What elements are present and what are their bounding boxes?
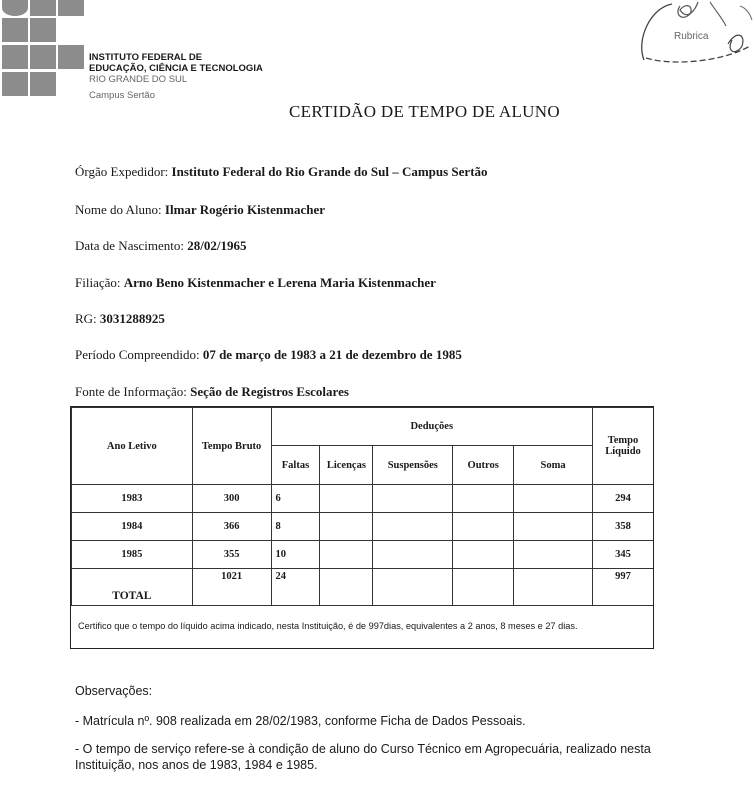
field-nascimento (75, 238, 247, 254)
field-value: 3031288925 (99, 311, 165, 326)
cell-bruto: 366 (192, 513, 271, 541)
field-fonte (75, 384, 349, 400)
cell-total-faltas: 24 (271, 569, 320, 606)
header-soma: Soma (514, 446, 593, 485)
observations-heading: Observações: (75, 684, 153, 698)
cell-faltas: 6 (271, 485, 320, 513)
header-tempo-liquido: Tempo Líquido (593, 408, 653, 485)
field-value: Arno Beno Kistenmacher e Lerena Maria Kistenmacher (123, 275, 436, 290)
field-nome (75, 202, 325, 218)
document-title: CERTIDÃO DE TEMPO DE ALUNO (289, 102, 560, 121)
observation-item: - Matrícula nº. 908 realizada em 28/02/1983, conforme Ficha de Dados Pessoais. (75, 714, 526, 728)
field-value: 28/02/1965 (187, 238, 247, 253)
cell-liquido: 345 (593, 541, 653, 569)
cell-liquido: 358 (593, 513, 653, 541)
field-value: Instituto Federal do Rio Grande do Sul – Campus Sertão (171, 164, 488, 179)
field-label: Data de Nascimento: (75, 238, 188, 253)
field-value: Ilmar Rogério Kistenmacher (164, 202, 325, 217)
header-deducoes: Deduções (271, 408, 593, 446)
header-licencas: Licenças (320, 446, 373, 485)
cell-total-label: TOTAL (72, 569, 193, 606)
institution-name (89, 52, 263, 101)
cell-liquido: 294 (593, 485, 653, 513)
cell-faltas: 8 (271, 513, 320, 541)
field-value: Seção de Registros Escolares (190, 384, 349, 399)
header-ano-letivo: Ano Letivo (72, 408, 193, 485)
field-label: Órgão Expedidor: (75, 164, 172, 179)
header-faltas: Faltas (271, 446, 320, 485)
cell-total-bruto: 1021 (192, 569, 271, 606)
table-row-total (72, 569, 593, 606)
certificate-box (70, 406, 654, 649)
field-label: Fonte de Informação: (75, 384, 191, 399)
institution-line-3: RIO GRANDE DO SUL (89, 74, 188, 85)
field-periodo (75, 347, 462, 363)
field-filiacao (75, 275, 436, 291)
rubric-label: Rubrica (674, 31, 709, 42)
time-table (71, 407, 593, 606)
field-rg (75, 311, 165, 327)
institution-logo (0, 0, 90, 110)
campus-name: Campus Sertão (89, 90, 156, 101)
cell-ano: 1985 (72, 541, 193, 569)
institution-line-1: INSTITUTO FEDERAL DE (89, 52, 203, 63)
cell-ano: 1984 (72, 513, 193, 541)
table-row (72, 513, 593, 541)
institution-line-2: EDUCAÇÃO, CIÊNCIA E TECNOLOGIA (89, 63, 263, 74)
cell-faltas: 10 (271, 541, 320, 569)
net-time-column (593, 407, 653, 606)
cell-ano: 1983 (72, 485, 193, 513)
table-row (72, 541, 593, 569)
field-label: RG: (75, 311, 100, 326)
field-label: Nome do Aluno: (75, 202, 165, 217)
cell-total-liquido: 997 (593, 569, 653, 606)
field-label: Período Compreendido: (75, 347, 203, 362)
field-value: 07 de março de 1983 a 21 de dezembro de 1985 (202, 347, 462, 362)
table-row (72, 485, 593, 513)
certification-note: Certifico que o tempo do líquido acima indicado, nesta Instituição, é de 997dias, equivalentes a 2 anos, 8 meses e 27 dias. (78, 621, 578, 631)
header-suspensoes: Suspensões (373, 446, 453, 485)
field-orgao (75, 164, 488, 180)
field-label: Filiação: (75, 275, 124, 290)
cell-bruto: 355 (192, 541, 271, 569)
observation-item: - O tempo de serviço refere-se à condição de aluno do Curso Técnico em Agropecuária, realizado nesta Instituição, nos anos de 1983, 1984 e 1985. (75, 742, 651, 772)
cell-bruto: 300 (192, 485, 271, 513)
header-tempo-bruto: Tempo Bruto (192, 408, 271, 485)
header-outros: Outros (453, 446, 514, 485)
